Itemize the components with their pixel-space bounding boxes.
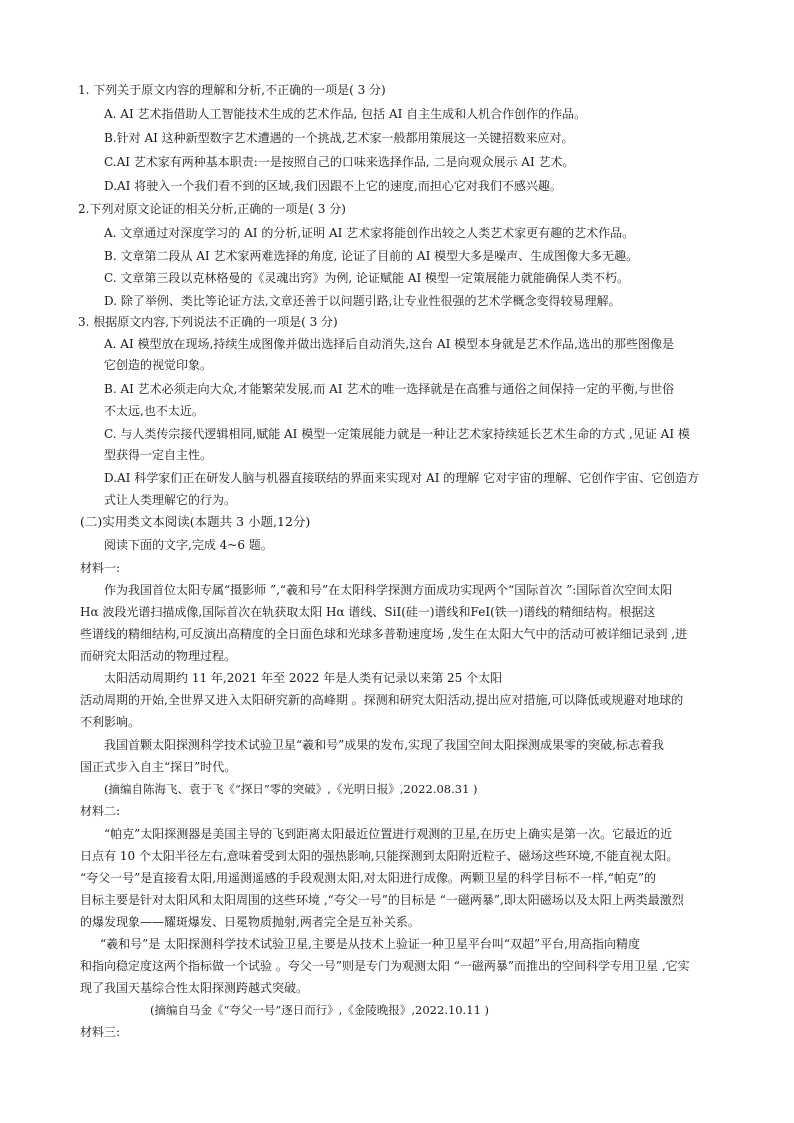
question-1-option-b: B.针对 AI 这种新型数字艺术遭遇的一个挑战,艺术家一般都用策展这一关键招数来应对。: [104, 131, 574, 145]
question-1-stem: 1. 下列关于原文内容的理解和分析,不正确的一项是( 3 分): [78, 83, 386, 97]
section-heading: (二)实用类文本阅读(本题共 3 小题,12分): [80, 514, 311, 529]
material-1-line: Hα 波段光谱扫描成像,国际首次在轨获取太阳 Hα 谱线、SiⅠ(硅一)谱线和FeⅠ(铁一)谱线的精细结构。根据这: [80, 605, 656, 619]
material-1-source: (摘编自陈海飞、袁于飞《“探日”零的突破》,《光明日报》,2022.08.31 ): [104, 782, 478, 796]
question-3-stem: 3. 根据原文内容,下列说法不正确的一项是( 3 分): [78, 315, 338, 329]
question-2-option-d: D. 除了举例、类比等论证方法,文章还善于以问题引路,让专业性很强的艺术学概念变得较易理解。: [104, 294, 621, 308]
material-1-line: 作为我国首位太阳专属“摄影师 ”,“羲和号”在太阳科学探测方面成功实现两个“国际首次 ”:国际首次空间太阳: [104, 583, 673, 597]
question-1-option-a: A. AI 艺术指借助人工智能技术生成的艺术作品, 包括 AI 自主生成和人机合作创作的作品。: [104, 107, 587, 121]
question-1-option-c: C.AI 艺术家有两种基本职责:一是按照自己的口味来选择作品, 二是向观众展示 AI 艺术。: [104, 155, 575, 169]
question-2-option-a: A. 文章通过对深度学习的 AI 的分析,证明 AI 艺术家将能创作出较之人类艺术家更有趣的艺术作品。: [104, 226, 635, 240]
material-2-label: 材料二:: [80, 804, 121, 818]
material-1-line: 我国首颗太阳探测科学技术试验卫星“羲和号”成果的发布,实现了我国空间太阳探测成果零的突破,标志着我: [104, 738, 664, 752]
question-3-option-line: A. AI 模型放在现场,持续生成图像并做出选择后自动消失,这台 AI 模型本身就是艺术作品,选出的那些图像是: [104, 337, 674, 351]
material-2-line: 的爆发现象——耀斑爆发、日冕物质抛射,两者完全是互补关系。: [80, 915, 420, 929]
material-1-line: 些谱线的精细结构,可反演出高精度的全日面色球和光球多普勒速度场 ,发生在太阳大气中的活动可被详细记录到 ,进: [80, 627, 688, 641]
section-instruction: 阅读下面的文字,完成 4~6 题。: [104, 538, 273, 552]
question-3-option-line: B. AI 艺术必须走向大众,才能繁荣发展,而 AI 艺术的唯一选择就是在高雅与通俗之间保持一定的平衡,与世俗: [104, 382, 675, 396]
question-3-option-line: 式让人类理解它的行为。: [104, 493, 237, 507]
material-2-line: “羲和号”是 太阳探测科学技术试验卫星,主要是从技术上验证一种卫星平台叫“双超”平台,用高指向精度: [100, 937, 640, 951]
material-1-line: 太阳活动周期约 11 年,2021 年至 2022 年是人类有记录以来第 25 个太阳: [104, 671, 503, 685]
material-3-label: 材料三:: [80, 1025, 121, 1039]
material-2-line: 和指向稳定度这两个指标做一个试验 。夸父一号”则是专门为观测太阳 “一磁两暴”而推出的空间科学专用卫星 ,它实: [80, 959, 690, 973]
question-3-option-line: C. 与人类传宗接代逻辑相同,赋能 AI 模型一定策展能力就是一种让艺术家持续延长艺术生命的方式 ,见证 AI 模: [104, 427, 690, 441]
question-2-option-c: C. 文章第三段以克林格曼的《灵魂出窍》为例, 论证赋能 AI 模型一定策展能力就能确保人类不朽。: [104, 271, 630, 285]
material-2-line: “帕克”太阳探测器是美国主导的飞到距离太阳最近位置进行观测的卫星,在历史上确实是第一次。它最近的近: [104, 827, 673, 841]
material-2-line: 现了我国天基综合性太阳探测跨越式突破。: [80, 981, 309, 995]
material-2-line: 目标主要是针对太阳风和太阳周围的这些环境 ,“夸父一号”的目标是 “一磁两暴”,即太阳磁场以及太阳上两类最激烈: [80, 893, 684, 907]
material-1-line: 国正式步入自主“探日”时代。: [80, 760, 237, 774]
question-3-option-line: 它创造的视觉印象。: [104, 358, 213, 372]
question-3-option-line: 型获得一定自主性。: [104, 448, 213, 462]
material-1-line: 不利影响。: [80, 715, 141, 729]
question-3-option-line: 不太远,也不太近。: [104, 404, 204, 418]
question-2-option-b: B. 文章第二段从 AI 艺术家两难选择的角度, 论证了目前的 AI 模型大多是噪声、生成图像大多无趣。: [104, 249, 639, 263]
material-2-line: 日点有 10 个太阳半径左右,意味着受到太阳的强热影响,只能探测到太阳附近粒子、磁场这些环境,不能直视太阳。: [80, 849, 679, 863]
question-2-stem: 2.下列对原文论证的相关分析,正确的一项是( 3 分): [78, 202, 346, 216]
question-3-option-line: D.AI 科学家们正在研发人脑与机器直接联结的界面来实现对 AI 的理解 它对宇宙的理解、它创作宇宙、它创造方: [104, 471, 700, 485]
material-1-line: 而研究太阳活动的物理过程。: [80, 649, 237, 663]
material-2-source: (摘编自马金《“夸父一号”逐日而行》,《金陵晚报》,2022.10.11 ): [150, 1003, 490, 1017]
material-1-line: 活动周期的开始,全世界又进入太阳研究新的高峰期 。探测和研究太阳活动,提出应对措施,可以降低或规避对地球的: [80, 693, 684, 707]
material-2-line: “夸父一号”是直接看太阳,用遥测遥感的手段观测太阳,对太阳进行成像。两颗卫星的科学目标不一样,“帕克”的: [80, 871, 656, 885]
material-1-label: 材料一:: [80, 561, 121, 575]
question-1-option-d: D.AI 将驶入一个我们看不到的区域,我们因跟不上它的速度,而担心它对我们不感兴趣。: [104, 179, 562, 193]
